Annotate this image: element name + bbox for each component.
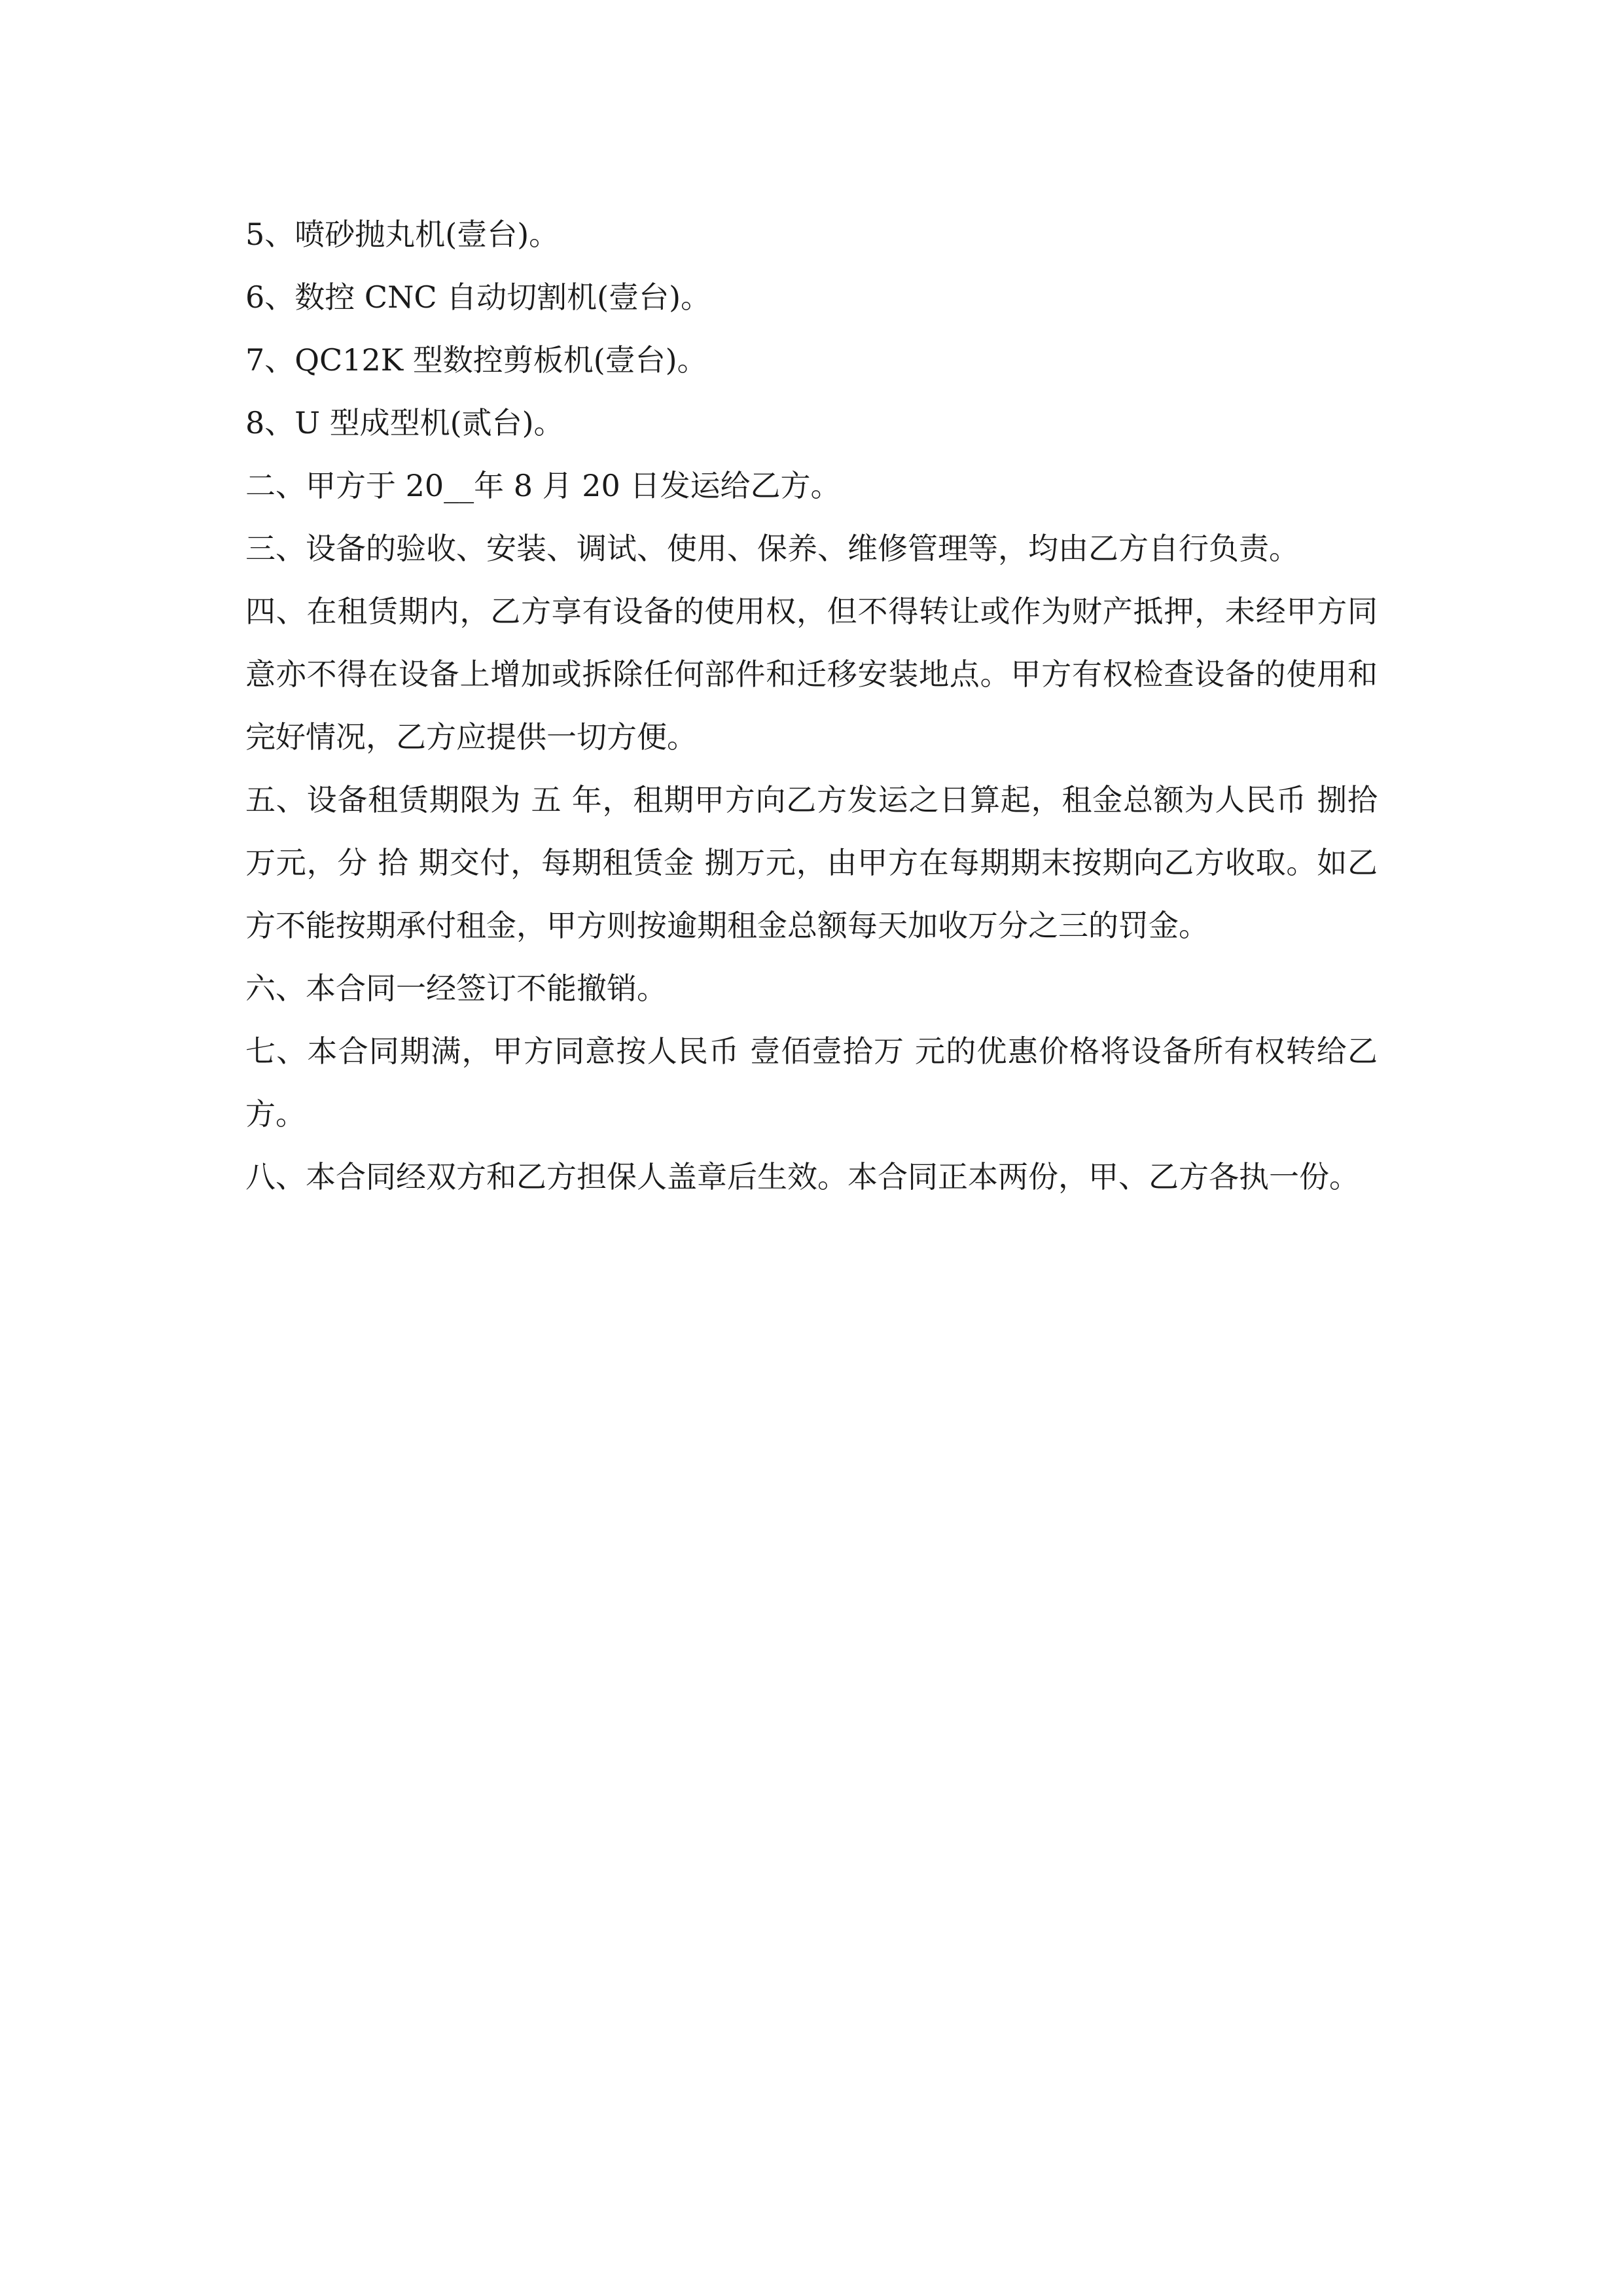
list-item-u-forming-machine: 8、U 型成型机(贰台)。	[245, 405, 564, 440]
list-item-sandblasting-machine: 5、喷砂抛丸机(壹台)。	[245, 217, 560, 252]
clause-five-lease-term: 五、设备租赁期限为 五 年，租期甲方向乙方发运之日算起，租金总额为人民币 捌拾万元，分 拾 期交付，每期租赁金 捌万元，由甲方在每期期末按期向乙方收取。如乙方不能按期承付租金，甲方则按逾期租金总额每天加收万分之三的罚金。	[245, 782, 1378, 943]
clause-seven-ownership-transfer: 七、本合同期满，甲方同意按人民币 壹佰壹拾万 元的优惠价格将设备所有权转给乙方。	[245, 1033, 1378, 1132]
list-item-shearing-machine: 7、QC12K 型数控剪板机(壹台)。	[245, 342, 707, 378]
clause-two-shipping: 二、甲方于 20__年 8 月 20 日发运给乙方。	[245, 468, 841, 503]
clause-four-usage-rights: 四、在租赁期内，乙方享有设备的使用权，但不得转让或作为财产抵押，未经甲方同意亦不得在设备上增加或拆除任何部件和迁移安装地点。甲方有权检查设备的使用和完好情况，乙方应提供一切方便。	[245, 594, 1378, 755]
clause-six-irrevocable: 六、本合同一经签订不能撤销。	[245, 971, 667, 1006]
list-item-cnc-cutting-machine: 6、数控 CNC 自动切割机(壹台)。	[245, 279, 711, 315]
document-body	[245, 203, 1378, 1208]
clause-three-responsibility: 三、设备的验收、安装、调试、使用、保养、维修管理等，均由乙方自行负责。	[245, 531, 1299, 566]
clause-eight-effectiveness: 八、本合同经双方和乙方担保人盖章后生效。本合同正本两份，甲、乙方各执一份。	[245, 1159, 1359, 1194]
